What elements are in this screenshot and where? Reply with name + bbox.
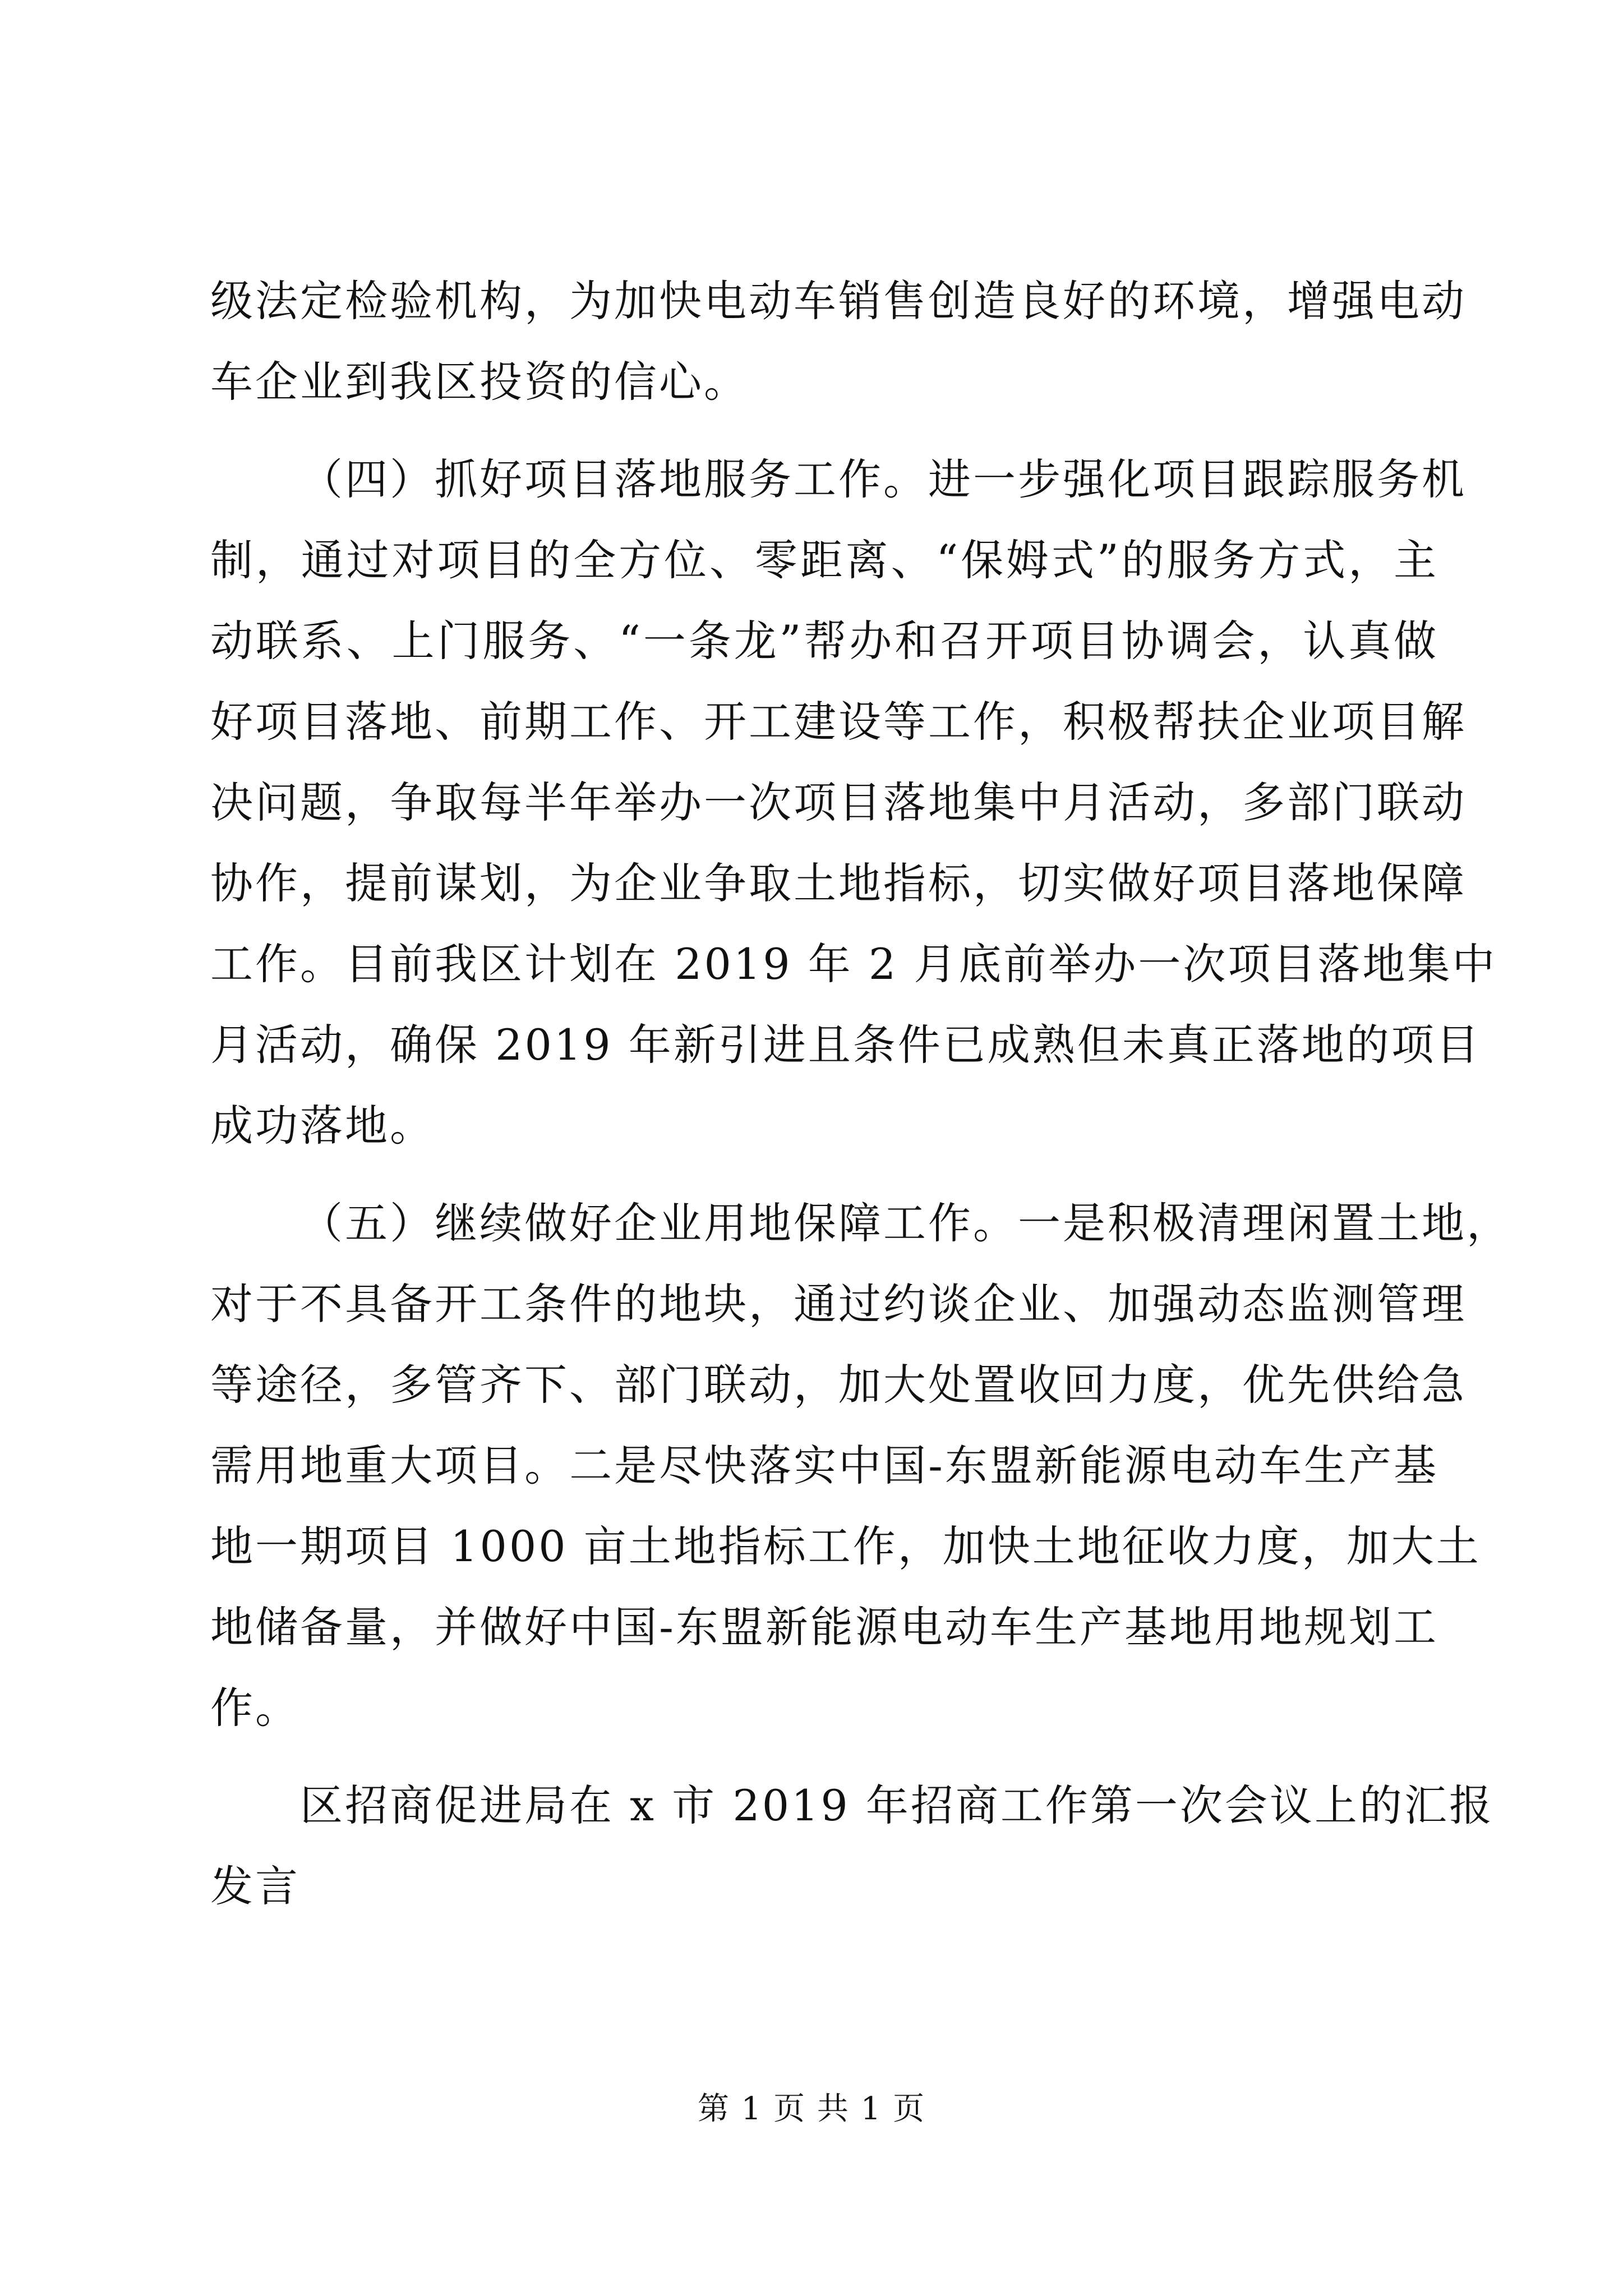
text-line: 区招商促进局在 x 市 2019 年招商工作第一次会议上的汇报 xyxy=(300,1780,1494,1830)
paragraph-land-use-guarantee xyxy=(210,1183,1511,1749)
text-line: （四）抓好项目落地服务工作。进一步强化项目跟踪服务机 xyxy=(300,454,1467,504)
text-line: 成功落地。 xyxy=(210,1101,435,1151)
text-line: 对于不具备开工条件的地块，通过约谈企业、加强动态监测管理 xyxy=(210,1279,1467,1329)
text-line: 地一期项目 1000 亩土地指标工作，加快土地征收力度，加大土 xyxy=(210,1521,1481,1571)
text-line: 地储备量，并做好中国-东盟新能源电动车生产基地用地规划工 xyxy=(210,1602,1438,1652)
text-line: 工作。目前我区计划在 2019 年 2 月底前举办一次项目落地集中 xyxy=(210,939,1497,989)
text-line: 发言 xyxy=(210,1861,300,1911)
text-line: 动联系、上门服务、“一条龙”帮办和召开项目协调会，认真做 xyxy=(210,616,1438,666)
text-line: 车企业到我区投资的信心。 xyxy=(210,357,749,407)
text-line: 等途径，多管齐下、部门联动，加大处置收回力度，优先供给急 xyxy=(210,1360,1467,1410)
paragraph-report-title xyxy=(210,1765,1494,1927)
text-line: 级法定检验机构，为加快电动车销售创造良好的环境，增强电动 xyxy=(210,276,1467,326)
text-line: 决问题，争取每半年举办一次项目落地集中月活动，多部门联动 xyxy=(210,777,1467,827)
document-body xyxy=(210,261,1511,1927)
text-line: 月活动，确保 2019 年新引进且条件已成熟但未真正落地的项目 xyxy=(210,1020,1481,1070)
text-line: 好项目落地、前期工作、开工建设等工作，积极帮扶企业项目解 xyxy=(210,697,1467,747)
text-line: （五）继续做好企业用地保障工作。一是积极清理闲置土地， xyxy=(300,1198,1511,1248)
text-line: 制，通过对项目的全方位、零距离、“保姆式”的服务方式，主 xyxy=(210,535,1438,585)
paragraph-electric-vehicle-testing xyxy=(210,261,1467,422)
paragraph-project-landing-service xyxy=(210,439,1497,1166)
page-footer: 第 1 页 共 1 页 xyxy=(697,2091,926,2127)
text-line: 协作，提前谋划，为企业争取土地指标，切实做好项目落地保障 xyxy=(210,858,1467,908)
text-line: 作。 xyxy=(210,1683,300,1733)
text-line: 需用地重大项目。二是尽快落实中国-东盟新能源电动车生产基 xyxy=(210,1441,1438,1490)
